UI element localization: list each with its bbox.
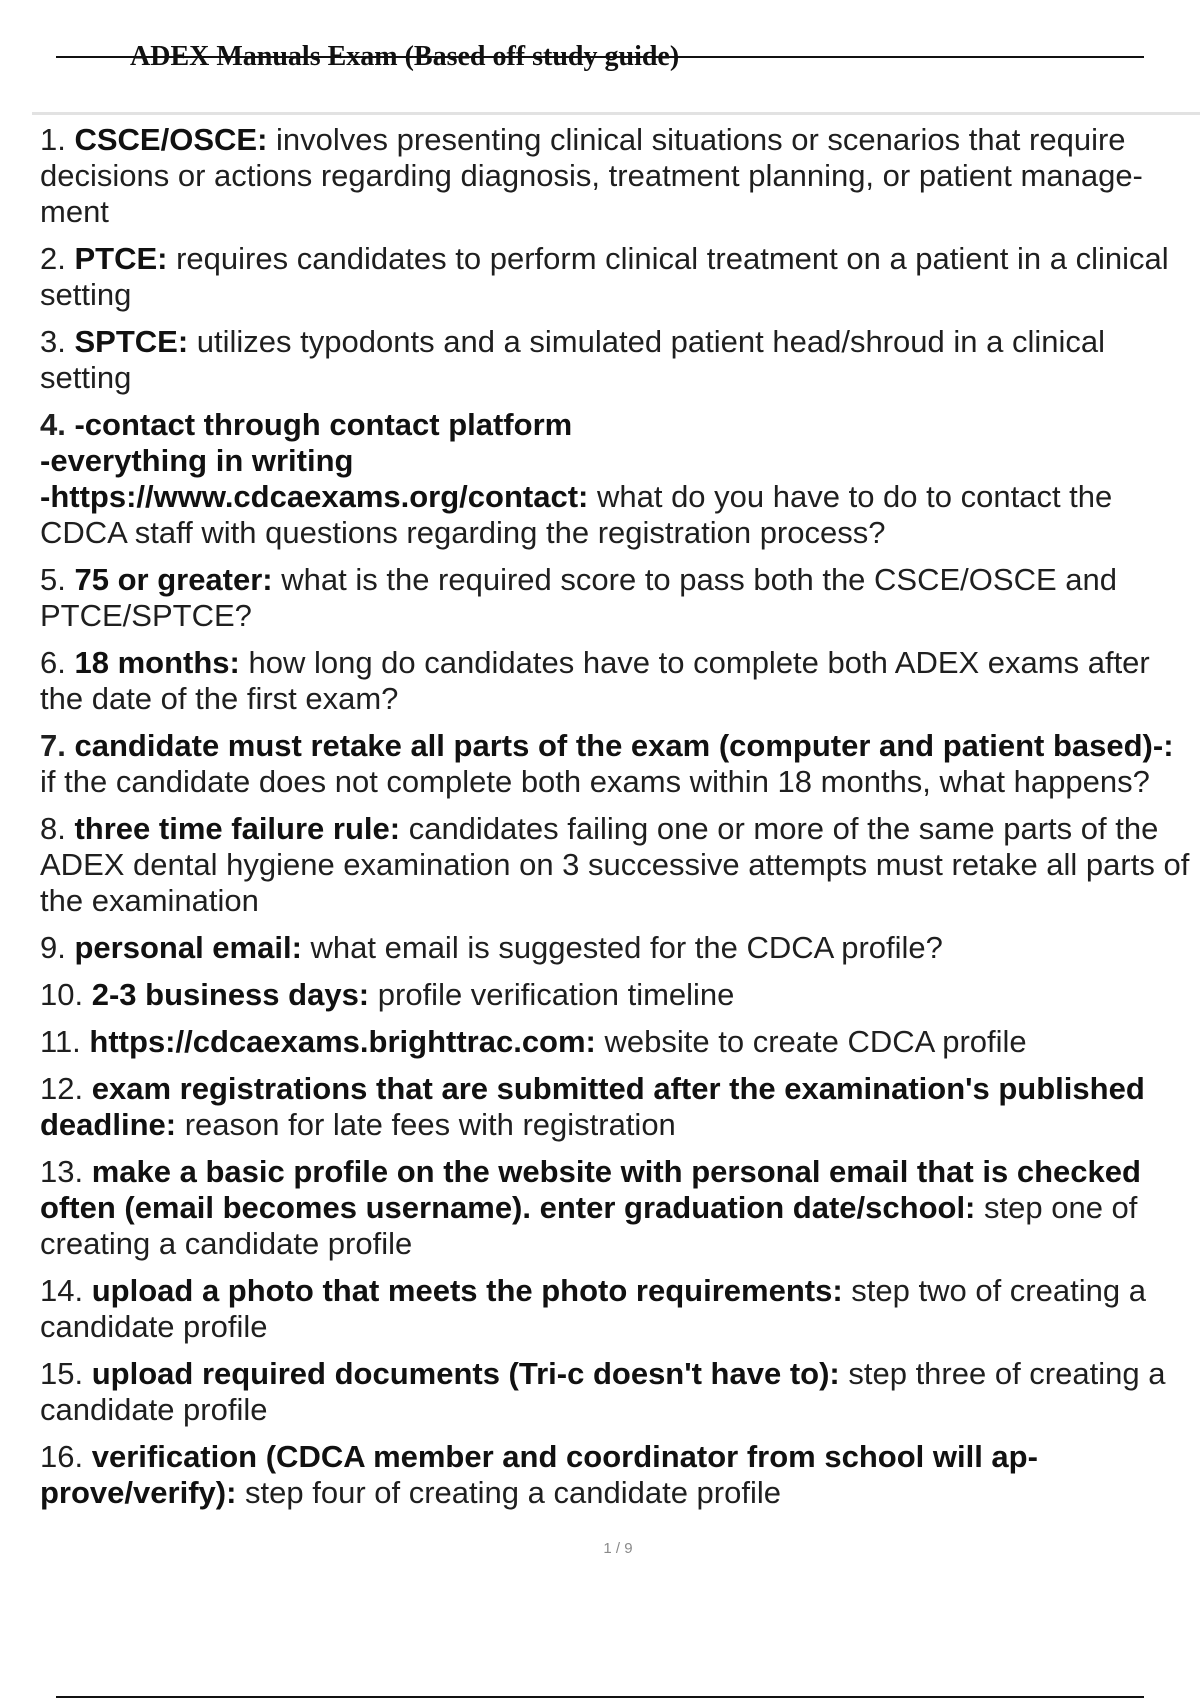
item-number: 5.	[40, 562, 66, 597]
flashcard-item	[40, 324, 1196, 396]
flashcard-item	[40, 562, 1196, 634]
page-number: 1 / 9	[603, 1540, 633, 1557]
flashcard-item	[40, 241, 1196, 313]
item-definition: step three of creating a candidate profile	[40, 1356, 1166, 1427]
document-title: ADEX Manuals Exam (Based off study guide)	[130, 41, 680, 72]
item-term: upload required documents (Tri-c doesn't have to):	[91, 1356, 840, 1391]
item-definition: website to create CDCA profile	[604, 1024, 1027, 1059]
item-term: 75 or greater:	[74, 562, 273, 597]
item-term: exam registrations that are submitted after the examination's published deadline:	[40, 1071, 1145, 1142]
item-term: PTCE:	[74, 241, 168, 276]
item-definition: utilizes typodonts and a simulated patient head/shroud in a clinical setting	[40, 324, 1105, 395]
item-definition: requires candidates to perform clinical treatment on a patient in a clinical setting	[40, 241, 1169, 312]
flashcard-item	[40, 1356, 1196, 1428]
item-term: -contact through contact platform -everything in writing -https://www.cdcaexams.org/contact:	[40, 407, 589, 514]
item-number: 11.	[40, 1024, 81, 1059]
footer-rule	[56, 1696, 1144, 1698]
item-number: 10.	[40, 977, 84, 1012]
header-divider	[32, 112, 1200, 115]
item-number: 9.	[40, 930, 66, 965]
item-term: CSCE/OSCE:	[74, 122, 268, 157]
item-number: 4.	[40, 407, 66, 442]
item-term: 2-3 business days:	[91, 977, 370, 1012]
flashcard-item	[40, 122, 1196, 230]
item-number: 7.	[40, 728, 66, 763]
item-term: three time failure rule:	[74, 811, 401, 846]
item-term: https://cdcaexams.brighttrac.com:	[89, 1024, 596, 1059]
item-definition: profile verification timeline	[377, 977, 735, 1012]
flashcard-item	[40, 407, 1196, 551]
item-term: SPTCE:	[74, 324, 189, 359]
flashcard-item	[40, 930, 1196, 966]
item-definition: what do you have to do to contact the CDCA staff with questions regarding the registration process?	[40, 479, 1113, 550]
item-term: candidate must retake all parts of the exam (computer and patient based)-:	[74, 728, 1174, 763]
item-definition: if the candidate does not complete both exams within 18 months, what happens?	[40, 764, 1150, 799]
flashcard-list	[40, 122, 1196, 1522]
flashcard-item	[40, 1439, 1196, 1511]
item-definition: reason for late fees with registration	[184, 1107, 676, 1142]
item-number: 3.	[40, 324, 66, 359]
flashcard-item	[40, 1273, 1196, 1345]
item-number: 1.	[40, 122, 66, 157]
item-definition: involves presenting clinical situations or scenarios that require decisions or actions regarding diagnosis, treatment planning, or patient manage-ment	[40, 122, 1143, 229]
flashcard-item	[40, 811, 1196, 919]
item-definition: what is the required score to pass both the CSCE/OSCE and PTCE/SPTCE?	[40, 562, 1117, 633]
flashcard-item	[40, 728, 1196, 800]
flashcard-item	[40, 977, 1196, 1013]
item-term: verification (CDCA member and coordinator from school will ap-prove/verify):	[40, 1439, 1038, 1510]
flashcard-item	[40, 1071, 1196, 1143]
item-definition: step one of creating a candidate profile	[40, 1190, 1138, 1261]
flashcard-item	[40, 1024, 1196, 1060]
item-definition: what email is suggested for the CDCA profile?	[310, 930, 943, 965]
item-definition: step two of creating a candidate profile	[40, 1273, 1146, 1344]
item-number: 6.	[40, 645, 66, 680]
flashcard-item	[40, 645, 1196, 717]
item-definition: step four of creating a candidate profile	[245, 1475, 781, 1510]
item-term: make a basic profile on the website with personal email that is checked often (email becomes username). enter graduation date/school:	[40, 1154, 1141, 1225]
item-term: personal email:	[74, 930, 302, 965]
item-number: 12.	[40, 1071, 84, 1106]
item-definition: how long do candidates have to complete both ADEX exams after the date of the first exam?	[40, 645, 1150, 716]
item-number: 16.	[40, 1439, 84, 1474]
item-number: 15.	[40, 1356, 84, 1391]
item-number: 2.	[40, 241, 66, 276]
item-definition: candidates failing one or more of the same parts of the ADEX dental hygiene examination on 3 successive attempts must retake all parts of the examination	[40, 811, 1190, 918]
item-number: 13.	[40, 1154, 84, 1189]
item-number: 14.	[40, 1273, 84, 1308]
item-number: 8.	[40, 811, 66, 846]
item-term: upload a photo that meets the photo requirements:	[91, 1273, 843, 1308]
item-term: 18 months:	[74, 645, 240, 680]
flashcard-item	[40, 1154, 1196, 1262]
